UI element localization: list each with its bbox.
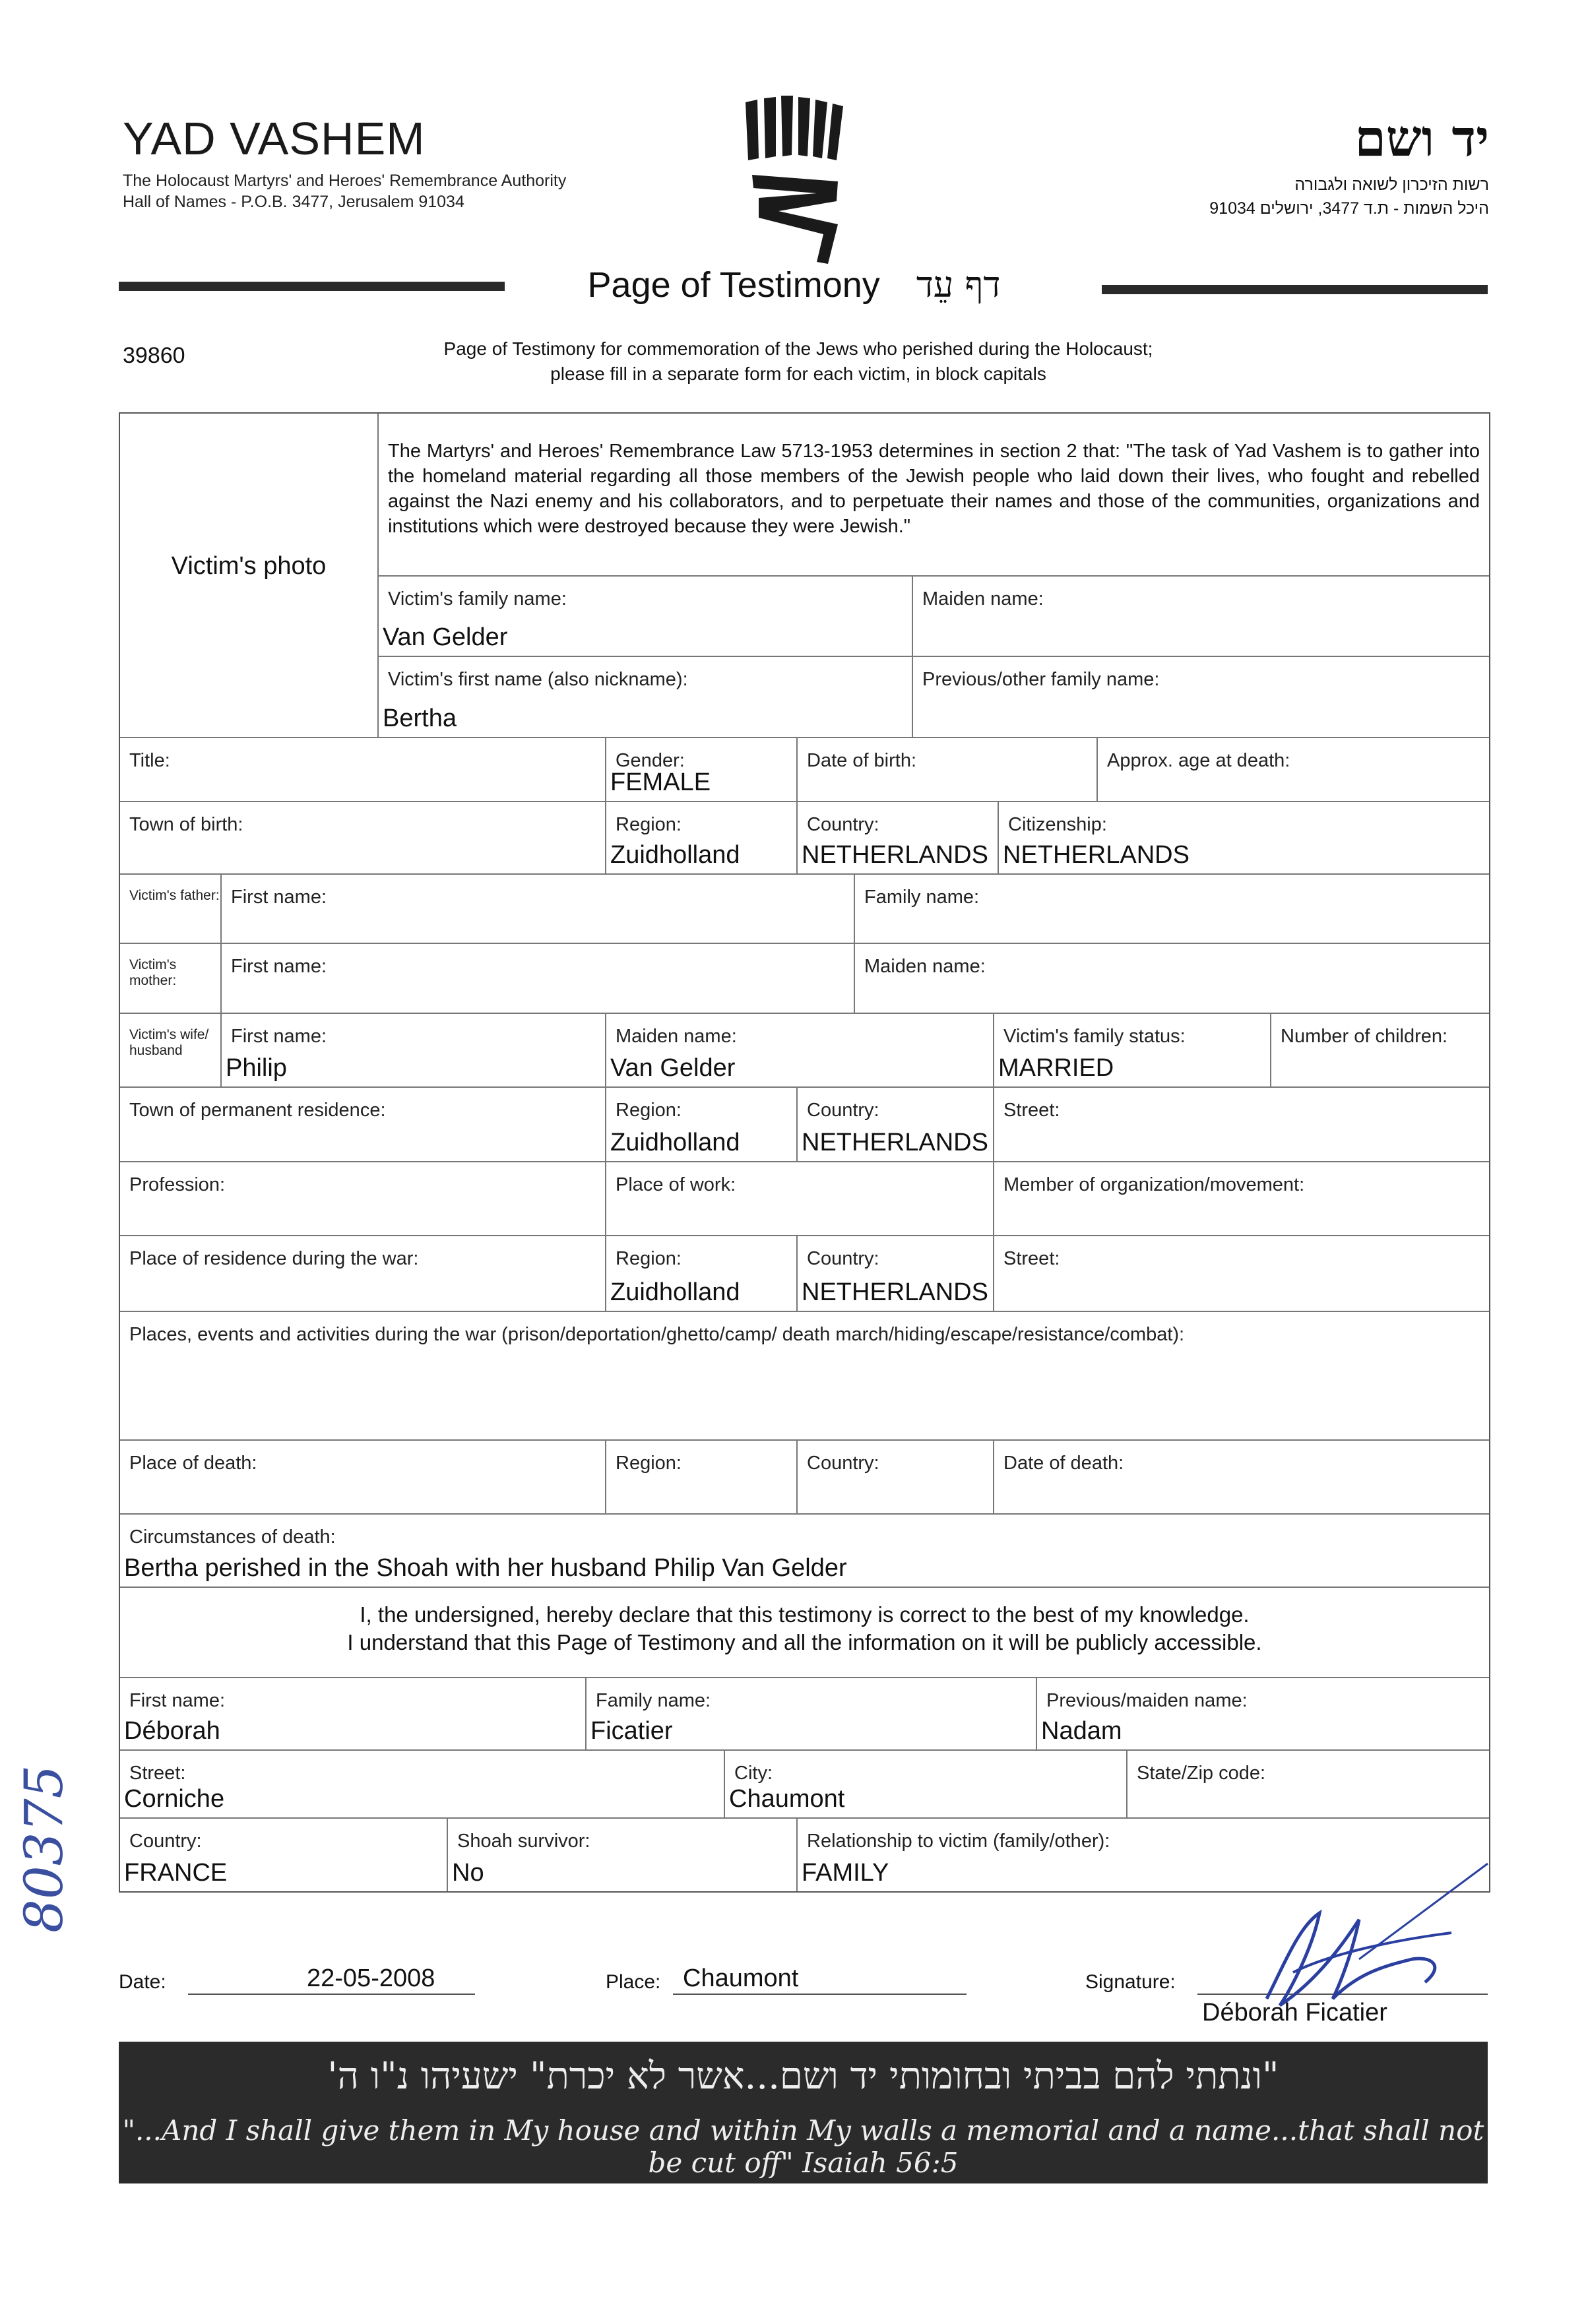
father-first-name-label: First name: xyxy=(231,887,327,908)
page-title-en: Page of Testimony xyxy=(587,265,880,305)
org-line2: Hall of Names - P.O.B. 3477, Jerusalem 91034 xyxy=(123,193,464,211)
war-street-label: Street: xyxy=(1003,1248,1060,1269)
intro-line1: Page of Testimony for commemoration of the Jews who perished during the Holocaust; xyxy=(443,338,1153,359)
org-line1: The Holocaust Martyrs' and Heroes' Remembrance Authority xyxy=(123,172,567,190)
previous-name-label: Previous/other family name: xyxy=(922,669,1160,690)
testimony-form xyxy=(119,412,1490,1893)
submitter-prev-value: Nadam xyxy=(1041,1717,1122,1745)
submitter-first-value: Déborah xyxy=(124,1717,220,1745)
spouse-label: Victim's wife/ husband xyxy=(129,1027,209,1058)
submitter-previous-name-field[interactable] xyxy=(1036,1677,1489,1749)
residence-town-field[interactable] xyxy=(120,1086,605,1161)
membership-field[interactable] xyxy=(993,1161,1489,1235)
isaiah-quote-banner xyxy=(119,2042,1488,2183)
date-label: Date: xyxy=(119,1971,166,1993)
children-field[interactable] xyxy=(1270,1013,1489,1086)
war-country-value: NETHERLANDS xyxy=(802,1278,988,1306)
birth-region-field[interactable] xyxy=(605,801,796,873)
survivor-value: No xyxy=(452,1859,484,1887)
relationship-value: FAMILY xyxy=(802,1859,889,1887)
birth-region-value: Zuidholland xyxy=(610,841,740,869)
survivor-label: Shoah survivor: xyxy=(457,1831,590,1852)
father-label: Victim's father: xyxy=(129,888,220,903)
maiden-name-field[interactable] xyxy=(912,575,1489,656)
gender-label: Gender: xyxy=(616,750,685,771)
submitter-street-label: Street: xyxy=(129,1763,186,1784)
org-name-hebrew: יד ושם xyxy=(1354,109,1489,168)
war-region-value: Zuidholland xyxy=(610,1278,740,1306)
residence-country-value: NETHERLANDS xyxy=(802,1129,988,1156)
family-status-value: MARRIED xyxy=(998,1054,1114,1082)
declaration-line1: I, the undersigned, hereby declare that this testimony is correct to the best of my knowledge. xyxy=(360,1602,1250,1627)
death-country-label: Country: xyxy=(807,1453,879,1474)
submitter-family-name-field[interactable] xyxy=(585,1677,1036,1749)
death-region-field[interactable] xyxy=(605,1439,796,1513)
date-value[interactable]: 22-05-2008 xyxy=(307,1964,435,1992)
submitter-zip-field[interactable] xyxy=(1126,1749,1489,1817)
member-label: Member of organization/movement: xyxy=(1003,1174,1305,1195)
first-name-label: Victim's first name (also nickname): xyxy=(388,669,688,690)
mother-maiden-name-label: Maiden name: xyxy=(864,956,986,977)
father-family-name-field[interactable] xyxy=(854,873,1489,943)
family-name-value: Van Gelder xyxy=(383,623,508,651)
page-title xyxy=(0,264,1588,305)
family-name-label: Victim's family name: xyxy=(388,588,567,610)
death-place-field[interactable] xyxy=(120,1439,605,1513)
submitter-first-label: First name: xyxy=(129,1690,226,1711)
mother-first-name-label: First name: xyxy=(231,956,327,977)
town-of-birth-field[interactable] xyxy=(120,801,605,873)
war-country-field[interactable] xyxy=(796,1235,993,1311)
circumstances-value: Bertha perished in the Shoah with her husband Philip Van Gelder xyxy=(124,1554,847,1582)
submitter-street-value: Corniche xyxy=(124,1785,225,1813)
death-region-label: Region: xyxy=(616,1453,682,1474)
war-residence-label: Place of residence during the war: xyxy=(129,1248,419,1269)
events-label: Places, events and activities during the war (prison/deportation/ghetto/camp/ death march/hiding/escape/resistance/combat): xyxy=(129,1324,1185,1345)
banner-english-quote: "...And I shall give them in My house and within My walls a memorial and a name...that shall not be cut off" Isaiah 56:5 xyxy=(122,2114,1484,2179)
intro-line2: please fill in a separate form for each victim, in block capitals xyxy=(550,363,1046,384)
submitter-country-label: Country: xyxy=(129,1831,202,1852)
place-line xyxy=(673,1994,967,1995)
father-row-label xyxy=(120,873,220,943)
town-of-birth-label: Town of birth: xyxy=(129,814,243,835)
place-value[interactable]: Chaumont xyxy=(683,1964,799,1992)
residence-country-label: Country: xyxy=(807,1100,879,1121)
death-country-field[interactable] xyxy=(796,1439,993,1513)
first-name-field[interactable] xyxy=(377,656,912,737)
residence-country-field[interactable] xyxy=(796,1086,993,1161)
maiden-name-label: Maiden name: xyxy=(922,588,1044,610)
title-field[interactable] xyxy=(120,737,605,801)
birth-country-field[interactable] xyxy=(796,801,998,873)
residence-street-field[interactable] xyxy=(993,1086,1489,1161)
spouse-maiden-name-value: Van Gelder xyxy=(610,1054,736,1082)
mother-first-name-field[interactable] xyxy=(220,943,854,1013)
signature-name: Déborah Ficatier xyxy=(1202,1999,1387,2026)
family-status-label: Victim's family status: xyxy=(1003,1026,1186,1047)
law-text-box xyxy=(377,414,1489,575)
citizenship-field[interactable] xyxy=(998,801,1489,873)
mother-label: Victim's mother: xyxy=(129,957,177,988)
work-label: Place of work: xyxy=(616,1174,736,1195)
submitter-family-label: Family name: xyxy=(596,1690,711,1711)
declaration-line2: I understand that this Page of Testimony and all the information on it will be publicly accessible. xyxy=(347,1630,1262,1654)
declaration-text xyxy=(120,1601,1489,1656)
photo-label: Victim's photo xyxy=(171,552,327,580)
circumstances-label: Circumstances of death: xyxy=(129,1526,336,1548)
war-country-label: Country: xyxy=(807,1248,879,1269)
residence-region-label: Region: xyxy=(616,1100,682,1121)
profession-label: Profession: xyxy=(129,1174,226,1195)
org-address xyxy=(123,170,566,212)
declaration-box xyxy=(120,1586,1489,1677)
spouse-maiden-name-label: Maiden name: xyxy=(616,1026,737,1047)
family-name-field[interactable] xyxy=(377,575,912,656)
war-events-field[interactable] xyxy=(120,1311,1489,1439)
war-street-field[interactable] xyxy=(993,1235,1489,1311)
region-label: Region: xyxy=(616,814,682,835)
date-of-birth-field[interactable] xyxy=(796,737,1096,801)
citizenship-label: Citizenship: xyxy=(1008,814,1107,835)
date-line xyxy=(188,1994,475,1995)
residence-street-label: Street: xyxy=(1003,1100,1060,1121)
submitter-country-value: FRANCE xyxy=(124,1859,228,1887)
age-at-death-field[interactable] xyxy=(1096,737,1489,801)
submitter-family-value: Ficatier xyxy=(590,1717,673,1745)
submitter-city-value: Chaumont xyxy=(729,1785,845,1813)
place-of-work-field[interactable] xyxy=(605,1161,993,1235)
submitter-city-label: City: xyxy=(734,1763,773,1784)
residence-region-value: Zuidholland xyxy=(610,1129,740,1156)
previous-name-field[interactable] xyxy=(912,656,1489,737)
victim-photo-box xyxy=(120,414,377,737)
heb-line1: רשות הזיכרון לשואה ולגבורה xyxy=(1294,175,1489,194)
residence-label: Town of permanent residence: xyxy=(129,1100,386,1121)
spouse-first-name-value: Philip xyxy=(226,1054,287,1082)
handwritten-number: 80375 xyxy=(13,1765,75,1933)
spouse-first-name-label: First name: xyxy=(231,1026,327,1047)
father-first-name-field[interactable] xyxy=(220,873,854,943)
death-place-label: Place of death: xyxy=(129,1453,257,1474)
residence-region-field[interactable] xyxy=(605,1086,796,1161)
page-title-he: דף עֵד xyxy=(916,264,1001,305)
submitter-prev-label: Previous/maiden name: xyxy=(1046,1690,1248,1711)
circumstances-field[interactable] xyxy=(120,1513,1489,1586)
father-family-name-label: Family name: xyxy=(864,887,980,908)
gender-field[interactable] xyxy=(605,737,796,801)
org-address-hebrew xyxy=(1209,173,1489,220)
age-label: Approx. age at death: xyxy=(1107,750,1290,771)
org-name: YAD VASHEM xyxy=(123,113,426,164)
yad-vashem-logo-icon xyxy=(739,96,848,267)
document-number: 39860 xyxy=(123,343,185,368)
title-label: Title: xyxy=(129,750,170,771)
submitter-first-name-field[interactable] xyxy=(120,1677,585,1749)
submitter-city-field[interactable] xyxy=(724,1749,1126,1817)
submitter-zip-label: State/Zip code: xyxy=(1137,1763,1266,1784)
birth-country-value: NETHERLANDS xyxy=(802,841,988,869)
shoah-survivor-field[interactable] xyxy=(447,1817,796,1891)
mother-maiden-name-field[interactable] xyxy=(854,943,1489,1013)
war-region-field[interactable] xyxy=(605,1235,796,1311)
first-name-value: Bertha xyxy=(383,705,457,732)
death-date-label: Date of death: xyxy=(1003,1453,1124,1474)
spouse-first-name-field[interactable] xyxy=(220,1013,605,1086)
relationship-label: Relationship to victim (family/other): xyxy=(807,1831,1110,1852)
gender-value: FEMALE xyxy=(610,769,711,796)
family-status-field[interactable] xyxy=(993,1013,1270,1086)
death-date-field[interactable] xyxy=(993,1439,1489,1513)
place-label: Place: xyxy=(606,1971,661,1993)
spouse-maiden-name-field[interactable] xyxy=(605,1013,993,1086)
banner-hebrew-quote: "ונתתי להם בביתי ובחומותי יד ושם...אשר לא יכרת" ישעיהו נ"ו ה' xyxy=(327,2055,1279,2098)
children-label: Number of children: xyxy=(1281,1026,1448,1047)
heb-line2: היכל השמות - ת.ד 3477, ירושלים 91034 xyxy=(1209,199,1489,218)
war-residence-field[interactable] xyxy=(120,1235,605,1311)
law-text: The Martyrs' and Heroes' Remembrance Law 5713-1953 determines in section 2 that: "The task of Yad Vashem is to gather into the homeland material regarding all those members of the Jewish people who laid down their lives, who fought and rebelled against the Nazi enemy and his collaborators, and to perpetuate their names and those of the communities, organizations and institutions which were destroyed because they were Jewish." xyxy=(388,441,1480,537)
signature-label: Signature: xyxy=(1085,1971,1176,1993)
citizenship-value: NETHERLANDS xyxy=(1003,841,1190,869)
mother-row-label xyxy=(120,943,220,1013)
country-label: Country: xyxy=(807,814,879,835)
dob-label: Date of birth: xyxy=(807,750,917,771)
submitter-country-field[interactable] xyxy=(120,1817,447,1891)
submitter-street-field[interactable] xyxy=(120,1749,724,1817)
war-region-label: Region: xyxy=(616,1248,682,1269)
spouse-row-label xyxy=(120,1013,220,1086)
profession-field[interactable] xyxy=(120,1161,605,1235)
intro-text xyxy=(330,336,1267,387)
